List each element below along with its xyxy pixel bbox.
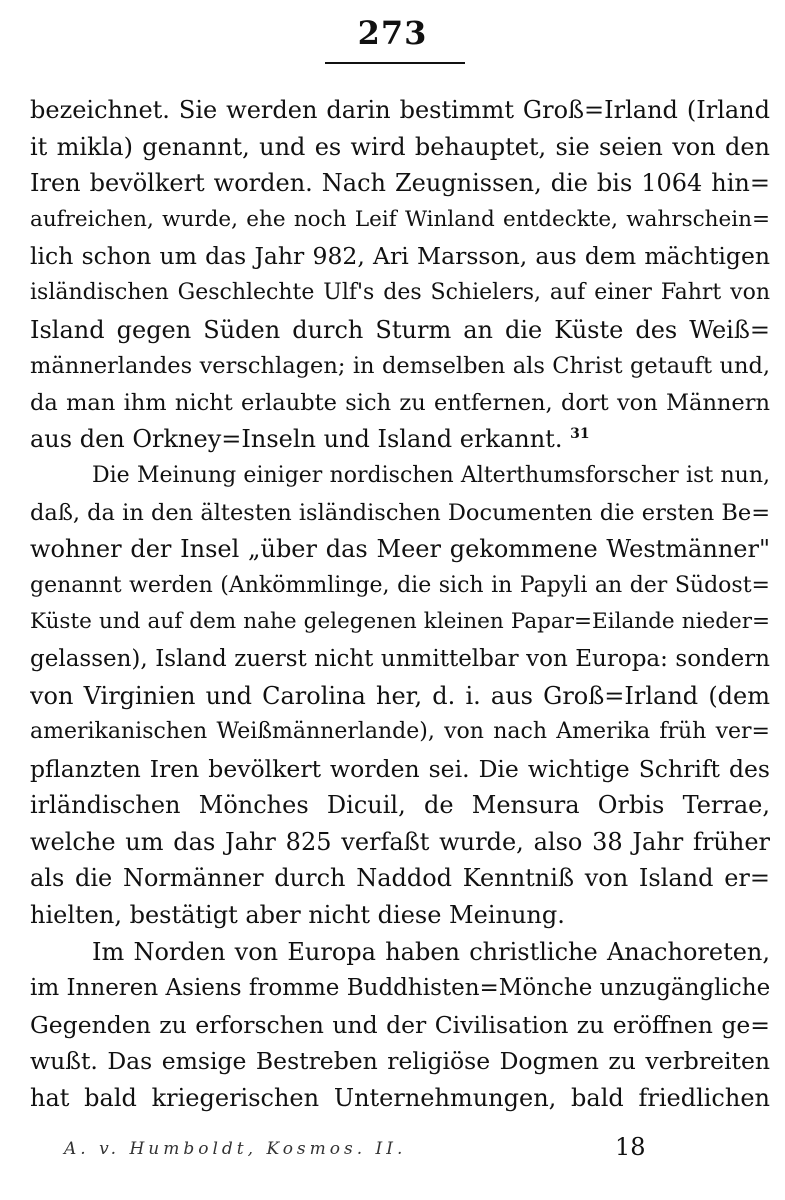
text-line xyxy=(30,92,770,129)
text-line xyxy=(30,129,770,166)
text-line xyxy=(30,568,770,605)
text-line xyxy=(30,495,770,532)
text-line xyxy=(30,934,770,971)
text-line xyxy=(30,641,770,678)
text-line-content: hat bald kriegerischen Unternehmungen, bald friedlichen xyxy=(30,1084,770,1113)
text-line xyxy=(30,1007,770,1044)
text-line-content: da man ihm nicht erlaubte sich zu entfernen, dort von Männern xyxy=(30,389,770,416)
text-line xyxy=(30,970,770,1007)
text-line xyxy=(30,421,770,458)
text-line xyxy=(30,604,770,641)
text-line-content: Die Meinung einiger nordischen Alterthumsforscher ist nun, xyxy=(92,462,770,488)
text-line-content: gelassen), Island zuerst nicht unmittelbar von Europa: sondern xyxy=(30,645,770,672)
text-line-content: isländischen Geschlechte Ulf's des Schielers, auf einer Fahrt von xyxy=(30,279,770,305)
text-line-content: aus den Orkney=Inseln und Island erkannt. xyxy=(30,425,563,454)
header-rule xyxy=(325,62,465,64)
text-line-content: Im Norden von Europa haben christliche Anachoreten, xyxy=(92,937,770,966)
text-line-content: welche um das Jahr 825 verfaßt wurde, also 38 Jahr früher xyxy=(30,827,770,856)
text-line-content: Küste und auf dem nahe gelegenen kleinen Papar=Eilande nieder= xyxy=(30,609,770,635)
text-line-content: it mikla) genannt, und es wird behauptet, sie seien von den xyxy=(30,132,770,161)
text-line-content: lich schon um das Jahr 982, Ari Marsson, aus dem mächtigen xyxy=(30,242,770,271)
signature-mark: A. v. Humboldt, Kosmos. II. xyxy=(64,1139,407,1159)
text-line xyxy=(30,348,770,385)
text-line-content: irländischen Mönches Dicuil, de Mensura Orbis Terrae, xyxy=(30,791,770,820)
text-line-content: wohner der Insel „über das Meer gekommene Westmänner" xyxy=(30,535,770,564)
text-line xyxy=(30,238,770,275)
text-line-content: hielten, bestätigt aber nicht diese Meinung. xyxy=(30,901,565,930)
text-line xyxy=(30,1080,770,1117)
text-line-content: amerikanischen Weißmännerlande), von nach Amerika früh ver= xyxy=(30,719,770,745)
text-line xyxy=(30,165,770,202)
text-line-content: Island gegen Süden durch Sturm an die Küste des Weiß= xyxy=(30,315,770,344)
text-line-content: bezeichnet. Sie werden darin bestimmt Groß=Irland (Irland xyxy=(30,96,770,124)
text-line xyxy=(30,312,770,349)
text-line xyxy=(30,275,770,312)
text-line-content: pflanzten Iren bevölkert worden sei. Die wichtige Schrift des xyxy=(30,754,770,783)
text-line-content: Gegenden zu erforschen und der Civilisation zu eröffnen ge= xyxy=(30,1010,770,1039)
text-line xyxy=(30,714,770,751)
text-line xyxy=(30,824,770,861)
text-line xyxy=(30,787,770,824)
sheet-number: 18 xyxy=(615,1133,646,1161)
body-text xyxy=(30,92,770,1117)
text-line-content: im Inneren Asiens fromme Buddhisten=Mönche unzugängliche xyxy=(30,975,770,1002)
text-line xyxy=(30,531,770,568)
text-line-content: wußt. Das emsige Bestreben religiöse Dogmen zu verbreiten xyxy=(30,1047,770,1076)
text-line xyxy=(30,1043,770,1080)
text-line xyxy=(30,897,770,934)
text-line xyxy=(30,751,770,788)
text-line-content: daß, da in den ältesten isländischen Documenten die ersten Be= xyxy=(30,499,770,526)
text-line-content: von Virginien und Carolina her, d. i. aus Groß=Irland (dem xyxy=(30,681,770,710)
text-line-content: als die Normänner durch Naddod Kenntniß von Island er= xyxy=(30,864,770,893)
text-line-content: männerlandes verschlagen; in demselben als Christ getauft und, xyxy=(30,353,770,380)
text-line xyxy=(30,202,770,239)
text-line-content: Iren bevölkert worden. Nach Zeugnissen, die bis 1064 hin= xyxy=(30,169,770,198)
footnote-reference: 31 xyxy=(570,426,590,443)
text-line xyxy=(30,385,770,422)
text-line xyxy=(30,860,770,897)
page-footer xyxy=(0,1133,785,1173)
page-number: 273 xyxy=(357,14,428,52)
text-line-content: aufreichen, wurde, ehe noch Leif Winland entdeckte, wahrschein= xyxy=(30,206,770,232)
text-line-content: genannt werden (Ankömmlinge, die sich in Papyli an der Südost= xyxy=(30,572,770,598)
text-line xyxy=(30,458,770,495)
text-line xyxy=(30,678,770,715)
